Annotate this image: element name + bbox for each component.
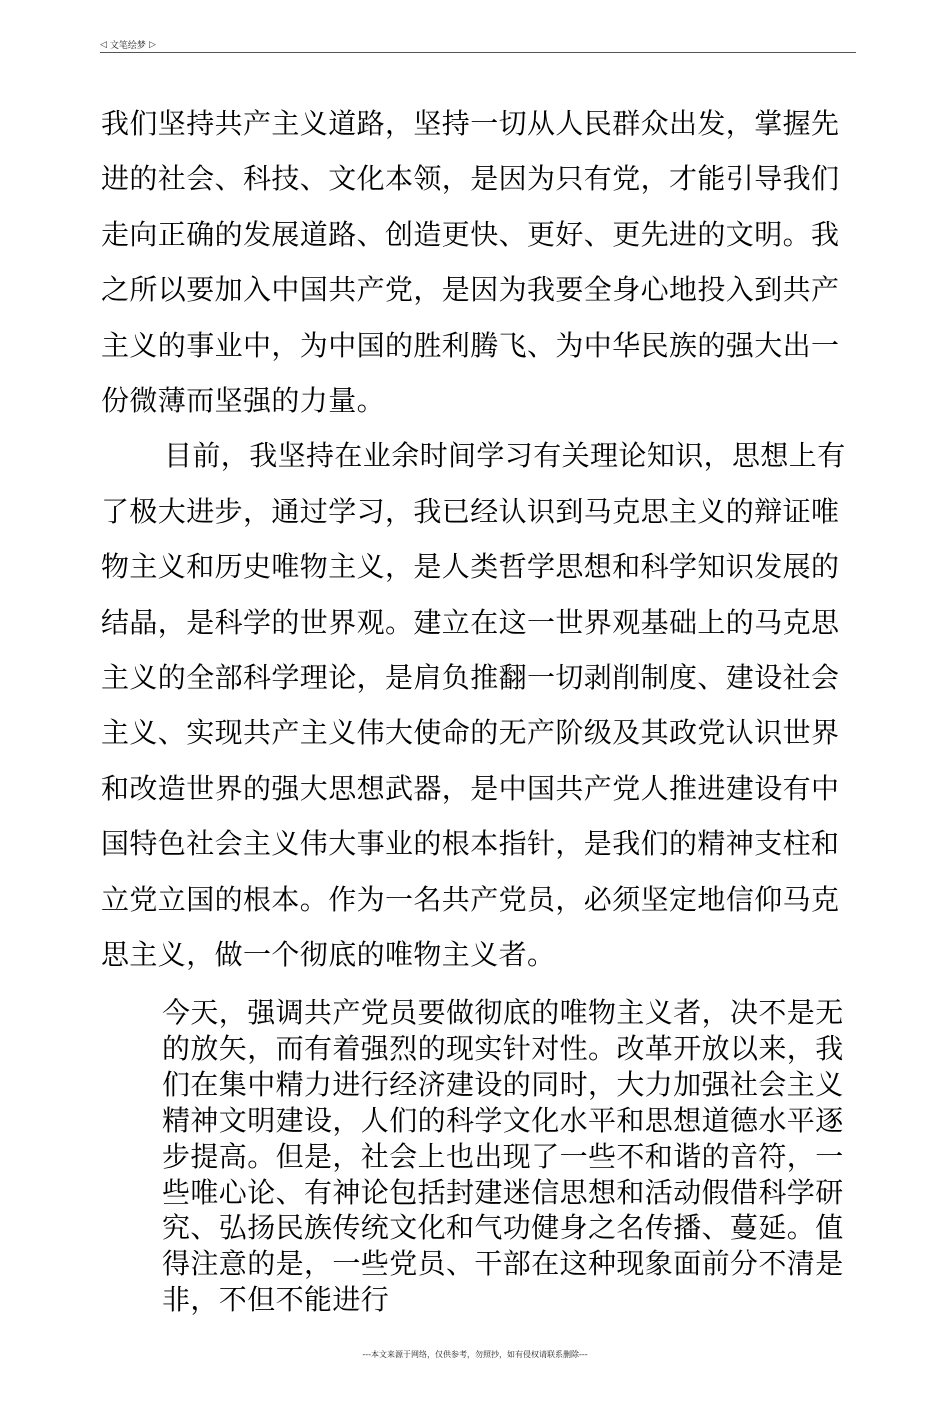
page-header xyxy=(100,38,156,51)
left-triangle-icon: ◁ xyxy=(100,39,107,50)
header-divider xyxy=(100,52,856,53)
document-body xyxy=(101,96,853,983)
paragraph-1: 我们坚持共产主义道路，坚持一切从人民群众出发，掌握先进的社会、科技、文化本领，是因为只有党，才能引导我们走向正确的发展道路、创造更快、更好、更先进的文明。我之所以要加入中国共产党，是因为我要全身心地投入到共产主义的事业中，为中国的胜利腾飞、为中华民族的强大出一份微薄而坚强的力量。 xyxy=(101,107,840,418)
header-title: 文笔绘梦 xyxy=(109,41,146,51)
indented-block xyxy=(162,995,854,1318)
right-triangle-icon: ▷ xyxy=(148,39,156,50)
paragraph-2: 目前，我坚持在业余时间学习有关理论知识，思想上有了极大进步，通过学习，我已经认识到马克思主义的辩证唯物主义和历史唯物主义，是人类哲学思想和科学知识发展的结晶，是科学的世界观。建立在这一世界观基础上的马克思主义的全部科学理论，是肩负推翻一切剥削制度、建设社会主义、实现共产主义伟大使命的无产阶级及其政党认识世界和改造世界的强大思想武器，是中国共产党人推进建设有中国特色社会主义伟大事业的根本指针，是我们的精神支柱和立党立国的根本。作为一名共产党员，必须坚定地信仰马克思主义，做一个彻底的唯物主义者。 xyxy=(101,439,846,972)
paragraph-3: 今天，强调共产党员要做彻底的唯物主义者，决不是无的放矢，而有着强烈的现实针对性。改革开放以来，我们在集中精力进行经济建设的同时，大力加强社会主义精神文明建设，人们的科学文化水平和思想道德水平逐步提高。但是，社会上也出现了一些不和谐的音符，一些唯心论、有神论包括封建迷信思想和活动假借科学研究、弘扬民族传统文化和气功健身之名传播、蔓延。值得注意的是，一些党员、干部在这种现象面前分不清是非，不但不能进行 xyxy=(162,996,844,1317)
page-footer: ---本文来源于网络，仅供参考，勿照抄，如有侵权请联系删除--- xyxy=(362,1350,588,1359)
